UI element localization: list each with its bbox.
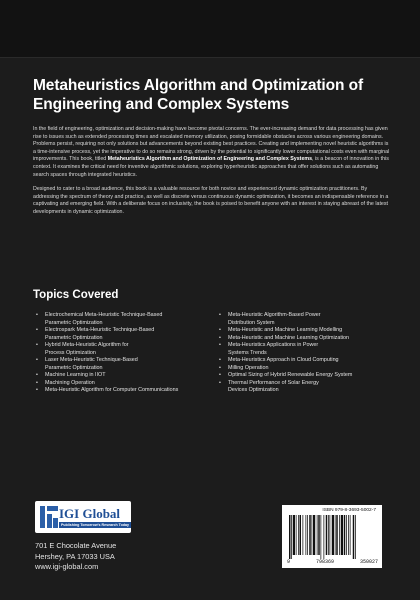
topic-item <box>33 357 208 372</box>
topic-text: Meta-Heuristic and Machine Learning Optimization <box>228 334 350 341</box>
topic-item <box>33 372 208 380</box>
topic-item <box>216 335 391 343</box>
topic-item <box>216 312 391 327</box>
book-title <box>33 76 391 114</box>
bullet-icon: • <box>36 357 38 363</box>
topic-item <box>216 372 391 380</box>
barcode-group-1: 798369 <box>315 559 334 565</box>
logo-text <box>59 507 131 528</box>
bullet-icon: • <box>36 327 38 333</box>
bullet-icon: • <box>219 334 221 341</box>
bullet-icon: • <box>36 379 38 386</box>
topic-text: Optimal Sizing of Hybrid Renewable Energy System <box>228 372 353 378</box>
bullet-icon: • <box>36 372 38 378</box>
topic-text: Meta-Heuristics Applications in Power <box>228 342 319 348</box>
publisher-name: IGI Global <box>58 505 121 521</box>
description-paragraph-1 <box>33 126 391 179</box>
address-street: 701 E Chocolate Avenue <box>35 541 117 550</box>
topics-column-right <box>216 312 391 395</box>
bullet-icon: • <box>219 327 221 333</box>
top-band <box>0 0 420 58</box>
publisher-address <box>35 541 116 573</box>
topics-list <box>33 312 391 395</box>
para1-book-title-bold: Metaheuristics Algorithm and Optimization of Engineering and Complex Systems <box>107 156 313 163</box>
topic-text: Milling Operation <box>228 364 269 371</box>
bullet-icon: • <box>36 312 38 318</box>
barcode-group-2: 350027 <box>359 559 378 565</box>
bullet-icon: • <box>219 342 221 348</box>
topic-text: Meta-Heuristic Algorithm-Based Power <box>228 312 321 318</box>
topic-text: Parametric Optimization <box>45 319 103 326</box>
bullet-icon: • <box>219 364 221 371</box>
address-city: Hershey, PA 17033 USA <box>35 551 115 561</box>
topic-text: Meta-Heuristics Approach in Cloud Computing <box>228 357 339 363</box>
book-title-line-1: Metaheuristics Algorithm and Optimization of <box>33 77 364 94</box>
topic-item <box>33 342 208 357</box>
isbn-barcode-box <box>282 505 382 568</box>
topic-item <box>216 327 391 335</box>
barcode-lead-digit: 9 <box>287 559 291 565</box>
bullet-icon: • <box>219 372 221 378</box>
topic-text: Electrospark Meta-Heuristic Technique-Based <box>45 327 155 333</box>
topic-text: Electrochemical Meta-Heuristic Technique-Based <box>45 312 163 318</box>
publisher-website: www.igi-global.com <box>35 562 99 571</box>
topic-item <box>216 365 391 373</box>
topic-text: Meta-Heuristic and Machine Learning Modelling <box>228 327 343 333</box>
barcode-digits <box>286 559 378 565</box>
topic-item <box>216 357 391 365</box>
bullet-icon: • <box>219 379 221 386</box>
igi-global-logo <box>35 501 131 533</box>
topic-text: Meta-Heuristic Algorithm for Computer Communications <box>45 387 179 393</box>
topic-text: Thermal Performance of Solar Energy <box>228 379 319 386</box>
topic-item <box>216 380 391 395</box>
description-paragraph-2: Designed to cater to a broad audience, this book is a valuable resource for both novice and experienced dynamic optimization practitioners. By addressing the spectrum of theory and practice, as well as discrete versus continuous dynamic optimization, it becomes an indispensable reference in a captivating and emerging field. With a deliberate focus on inclusivity, the book is poised to benefit anyone with an interest in staying abreast of the latest developments in dynamic optimization. <box>33 186 389 215</box>
publisher-tagline: Publishing Tomorrow's Research Today <box>60 522 129 527</box>
para1-text-end: , is a beacon of innovation in this context. It examines the critical need for inventive algorithmic solutions, exploring hyperheuristic approaches that offer solutions such as automating search spaces through integrated heuristics. <box>33 156 389 178</box>
topics-heading: Topics Covered <box>33 289 119 301</box>
para1-text-start: In the field of engineering, optimization and decision-making have become pivotal concerns. The ever-increasing demand for data processing has given rise to issues such as extended processing times and escalated memory utilization, posing formidable obstacles across various engineering domains. Problems persist, requiring not only solutions but advancements beyond existing best practices. Creating and implementing novel heuristic algorithms is a time-intensive process, yet the imperative to do so remains strong, driven by the potential to significantly lower computational costs even with marginal improvements. This book, titled <box>33 126 390 163</box>
topic-text: Laser Meta-Heuristic Technique-Based <box>45 357 138 363</box>
barcode-icon <box>286 515 378 559</box>
bullet-icon: • <box>36 342 38 348</box>
topic-item <box>33 380 208 388</box>
topic-text: Parametric Optimization <box>45 334 103 341</box>
bullet-icon: • <box>219 357 221 363</box>
topics-column-left <box>33 312 208 395</box>
topic-text: Machine Learning in IIOT <box>45 372 106 378</box>
igi-global-logo-mark-icon <box>40 506 55 528</box>
topic-text: Process Optimization <box>45 349 96 356</box>
isbn-number: ISBN 979-8-3693-5002-7 <box>322 508 376 513</box>
topic-item <box>33 327 208 342</box>
bullet-icon: • <box>36 387 38 393</box>
topic-text: Hybrid Meta-Heuristic Algorithm for <box>45 342 129 348</box>
topic-item <box>216 342 391 357</box>
topic-text: Devices Optimization <box>228 387 279 393</box>
topic-text: Distribution System <box>228 319 275 326</box>
topic-text: Systems Trends <box>228 349 267 356</box>
topic-item <box>33 312 208 327</box>
topic-item <box>33 387 208 395</box>
topic-text: Parametric Optimization <box>45 364 103 371</box>
bullet-icon: • <box>219 312 221 318</box>
back-cover-content <box>33 76 391 217</box>
book-title-line-2: Engineering and Complex Systems <box>33 96 290 113</box>
topic-text: Machining Operation <box>45 379 95 386</box>
